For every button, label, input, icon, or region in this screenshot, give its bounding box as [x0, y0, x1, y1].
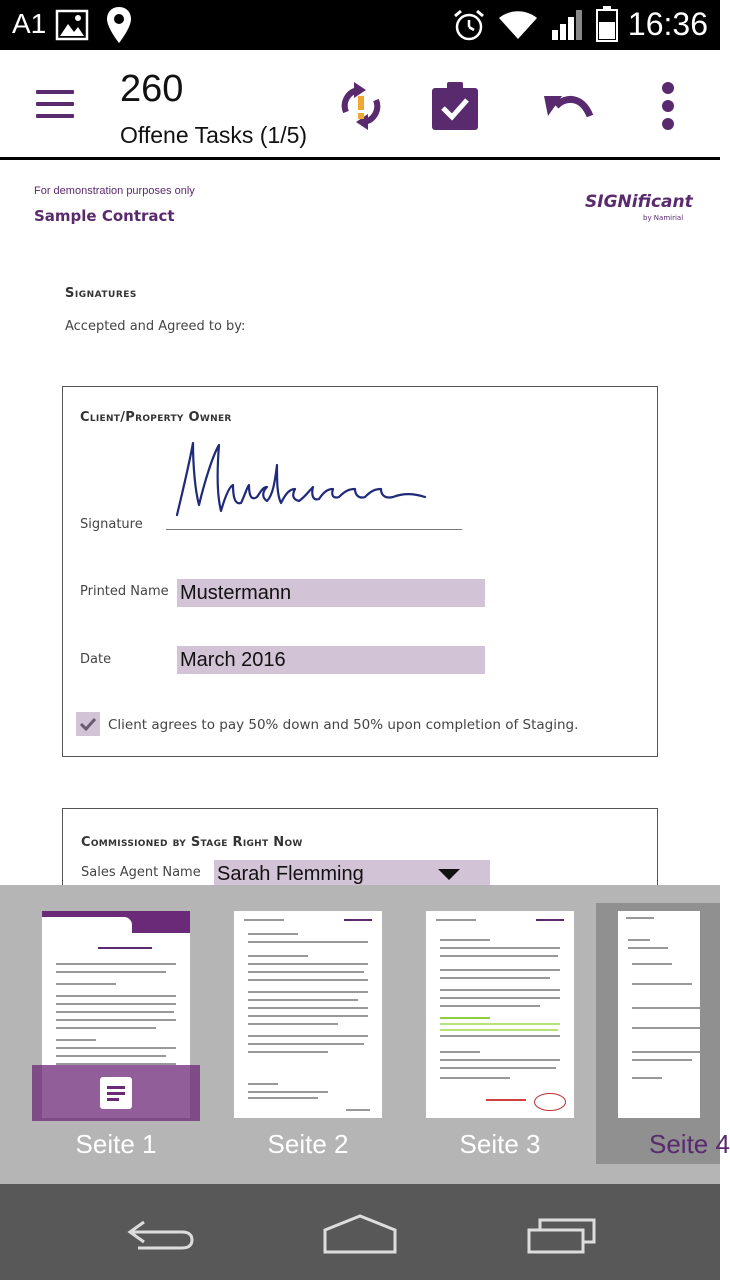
navigation-bar [0, 1184, 720, 1280]
agent-name-label: Sales Agent Name [81, 865, 201, 880]
thumbnail-page-1-overlay[interactable] [32, 1065, 200, 1121]
back-icon[interactable] [124, 1214, 196, 1258]
date-label: Date [80, 652, 112, 667]
document-title: Sample Contract [34, 207, 175, 225]
agent-box-heading: Commissioned by Stage Right Now [81, 835, 303, 850]
task-label: Offene Tasks (1/5) [120, 122, 308, 148]
printed-name-field[interactable]: Mustermann [177, 579, 485, 607]
undo-icon[interactable] [542, 90, 594, 128]
status-bar [0, 0, 720, 50]
demo-note: For demonstration purposes only [34, 185, 195, 197]
signature-stamp-icon [534, 1093, 566, 1111]
more-vert-icon[interactable] [660, 80, 676, 136]
thumbnail-label-4: Seite 4 [649, 1129, 730, 1159]
owner-box-heading: Client/Property Owner [80, 410, 232, 425]
handwritten-signature [163, 435, 463, 527]
signature-line [166, 529, 462, 530]
agreement-text: Client agrees to pay 50% down and 50% upon completion of Staging. [108, 717, 579, 733]
page-thumbnail-strip[interactable] [0, 885, 730, 1184]
section-heading: Signatures [65, 286, 137, 301]
section-subtitle: Accepted and Agreed to by: [65, 319, 246, 334]
svg-text:by Namirial: by Namirial [643, 214, 684, 222]
task-count: 260 [120, 68, 184, 110]
signature-label: Signature [80, 517, 143, 532]
recents-icon[interactable] [526, 1216, 598, 1258]
app-bar [0, 50, 720, 160]
signature-field[interactable] [163, 435, 463, 527]
sync-warning-icon[interactable] [334, 82, 388, 134]
date-field[interactable]: March 2016 [177, 646, 485, 674]
agent-name-dropdown[interactable] [214, 860, 490, 888]
image-icon [56, 10, 88, 44]
agent-name-value: Sarah Flemming [217, 863, 364, 885]
clock: 16:36 [627, 6, 708, 42]
printed-name-label: Printed Name [80, 584, 169, 599]
carrier-label: A1 [12, 8, 47, 39]
wifi-icon [498, 10, 538, 44]
thumbnail-page-2[interactable] [234, 911, 382, 1118]
dropdown-arrow-icon [438, 869, 460, 880]
owner-signature-box [62, 386, 658, 757]
signal-icon [550, 8, 584, 46]
significant-logo [583, 185, 693, 229]
document-icon [100, 1077, 132, 1109]
thumbnail-label-1: Seite 1 [75, 1129, 157, 1159]
home-icon[interactable] [322, 1212, 398, 1258]
document-view[interactable] [0, 163, 720, 885]
checkmark-icon [76, 712, 100, 736]
alarm-icon [452, 8, 486, 46]
battery-icon [596, 6, 618, 46]
location-icon [106, 6, 132, 48]
clipboard-check-icon[interactable] [432, 82, 478, 134]
thumbnail-label-2: Seite 2 [267, 1129, 349, 1159]
svg-text:SIGNificant: SIGNificant [585, 192, 693, 212]
thumbnail-label-4-clip [596, 1129, 730, 1163]
menu-icon[interactable] [36, 90, 76, 122]
thumbnail-label-3: Seite 3 [459, 1129, 541, 1159]
thumbnail-page-4[interactable] [618, 911, 700, 1118]
thumbnail-page-3[interactable] [426, 911, 574, 1118]
agreement-checkbox[interactable] [76, 712, 100, 736]
